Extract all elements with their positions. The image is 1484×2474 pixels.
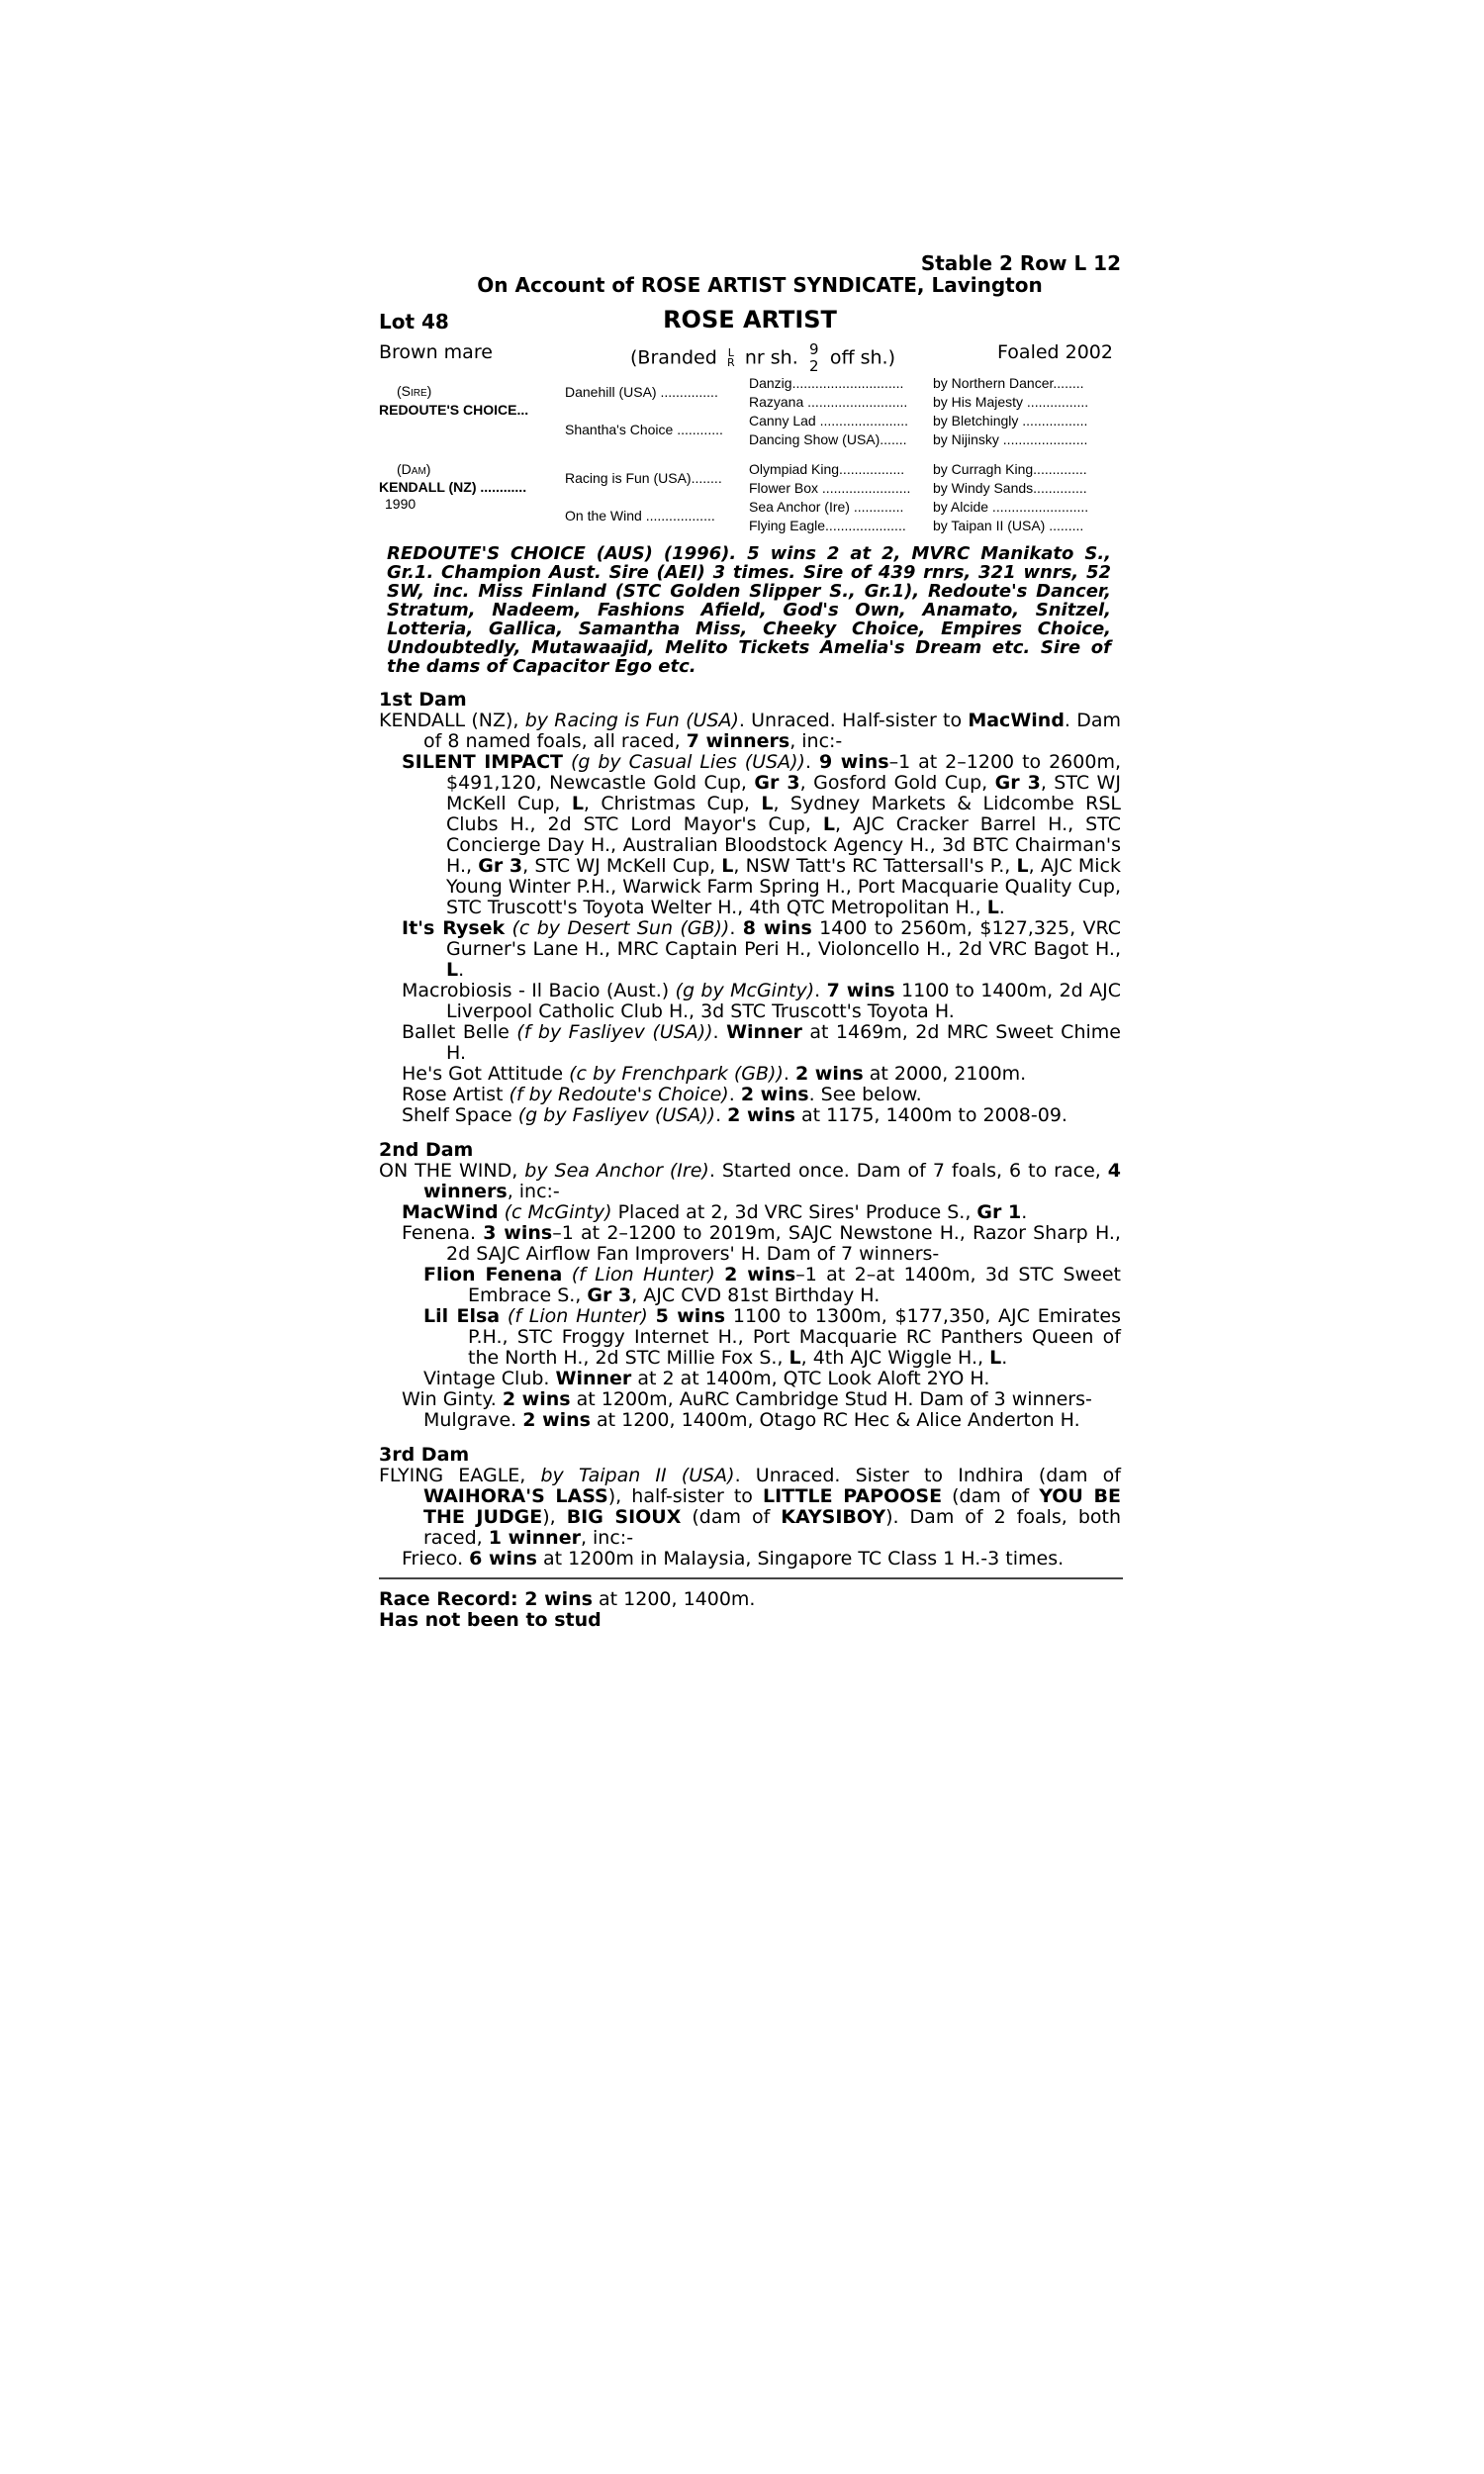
- second-dam-name: ON THE WIND,: [379, 1160, 525, 1182]
- relative-name: BIG SIOUX: [566, 1506, 682, 1528]
- wins-count: 6 wins: [469, 1548, 537, 1570]
- brand-off-side: off sh.): [829, 346, 895, 369]
- progeny-pedigree: (f Lion Hunter): [500, 1305, 648, 1327]
- text-run: .: [814, 980, 827, 1001]
- text-run: , Sydney Markets & Lidcombe RSL Clubs H., 2d STC Lord Mayor's Cup,: [446, 793, 1121, 835]
- pedigree-g4-6: by Windy Sands..............: [933, 480, 1087, 496]
- race-grade: L: [788, 1347, 801, 1369]
- text-run: . Unraced. Half-sister to: [738, 710, 969, 731]
- dam-name-text: KENDALL (NZ): [379, 479, 477, 495]
- pedigree-g4-2-text: by His Majesty: [933, 394, 1024, 410]
- pedigree-g4-5-text: by Curragh King: [933, 461, 1034, 477]
- progeny-flion-fenena: [379, 1265, 1121, 1306]
- second-dam-sire: by Sea Anchor (Ire): [524, 1160, 709, 1182]
- progeny-name: Rose Artist: [402, 1084, 504, 1105]
- pedigree-g3-4: Dancing Show (USA).......: [749, 431, 907, 447]
- wins-count: 2 wins: [794, 1063, 864, 1085]
- pedigree-g3-7: Sea Anchor (Ire) .............: [749, 499, 904, 515]
- first-dam-name: KENDALL (NZ),: [379, 710, 525, 731]
- first-dam-heading: 1st Dam: [379, 689, 467, 711]
- text-run: .: [1021, 1201, 1028, 1223]
- wins-count: 2 wins: [727, 1104, 795, 1126]
- text-run: .: [458, 959, 465, 981]
- vendor-account: On Account of ROSE ARTIST SYNDICATE, Lavington: [477, 273, 1043, 297]
- text-run: [648, 1305, 656, 1327]
- text-run: 1100 to 1300m, $177,350, AJC Emirates P.H., STC Froggy Internet H., Port Macquarie RC Panthers Queen of the North H., 2d STC Millie Fox S.,: [468, 1305, 1121, 1369]
- race-grade: Gr 3: [754, 772, 800, 794]
- pedigree-g4-4: by Nijinsky ......................: [933, 431, 1088, 447]
- pedigree-g4-4-text: by Nijinsky: [933, 431, 999, 447]
- pedigree-g3-5: Olympiad King.................: [749, 461, 905, 477]
- progeny-pedigree: (f by Fasliyev (USA)): [509, 1021, 713, 1043]
- pedigree-g4-6-text: by Windy Sands: [933, 480, 1034, 496]
- progeny-name: Win Ginty.: [402, 1388, 503, 1410]
- progeny-name: Ballet Belle: [402, 1021, 510, 1043]
- sire-name: REDOUTE'S CHOICE...: [379, 402, 529, 418]
- lot-line: [379, 306, 1121, 335]
- sire-summary: REDOUTE'S CHOICE (AUS) (1996). 5 wins 2 at 2, MVRC Manikato S., Gr.1. Champion Aust. Sire (AEI) 3 times. Sire of 439 rnrs, 321 wnrs, 52 SW, inc. Miss Finland (STC Golden Slipper S., Gr.1), Redoute's Dancer, Stratum, Nadeem, Fashions Afield, God's Own, Anamato, Snitzel, Lotteria, Gallica, Samantha Miss, Cheeky Choice, Empires Choice, Undoubtedly, Mutawaajid, Melito Tickets Amelia's Dream etc. Sire of the dams of Capacitor Ego etc.: [387, 543, 1111, 677]
- brand-mark-off: [806, 341, 822, 375]
- text-run: .: [729, 917, 743, 939]
- race-grade: L: [1016, 855, 1029, 877]
- text-run: . See below.: [808, 1084, 922, 1105]
- text-run: , STC WJ McKell Cup,: [446, 772, 1121, 814]
- text-run: , inc:-: [580, 1527, 634, 1549]
- pedigree-g4-8: by Taipan II (USA) .........: [933, 518, 1084, 533]
- pedigree-g4-3-text: by Bletchingly: [933, 413, 1019, 428]
- text-run: , AJC Mick Young Winter P.H., Warwick Farm Spring H., Port Macquarie Quality Cup, STC Truscott's Toyota Welter H., 4th QTC Metropolitan H.,: [446, 855, 1122, 918]
- third-dam-intro: [379, 1466, 1121, 1549]
- second-dam-heading: 2nd Dam: [379, 1139, 474, 1161]
- winners-count: 7 winners: [686, 730, 790, 752]
- wins-count: 2 wins: [502, 1388, 571, 1410]
- wins-count: Winner: [555, 1368, 632, 1389]
- relative-name: WAIHORA'S LASS: [423, 1485, 608, 1507]
- progeny-pedigree: (f Lion Hunter): [562, 1264, 715, 1285]
- pedigree-dam-sire-text: Racing is Fun (USA): [565, 470, 692, 486]
- race-grade: Gr 3: [587, 1285, 632, 1306]
- pedigree-table: [379, 375, 1121, 538]
- progeny-macwind: [379, 1202, 1121, 1223]
- text-run: ),: [542, 1506, 567, 1528]
- wins-count: 9 wins: [818, 751, 889, 773]
- progeny-name: Mulgrave.: [423, 1409, 523, 1431]
- pedigree-g3-2-text: Razyana: [749, 394, 804, 410]
- race-grade: L: [822, 813, 835, 835]
- wins-count: 8 wins: [742, 917, 812, 939]
- progeny-pedigree: (g by Fasliyev (USA)): [511, 1104, 716, 1126]
- progeny-name: Flion Fenena: [423, 1264, 563, 1285]
- text-run: 1400 to 2560m, $127,325, VRC Gurner's Lane H., MRC Captain Peri H., Violoncello H., 2d VRC Bagot H.,: [446, 917, 1121, 960]
- text-run: .: [804, 751, 819, 773]
- relative-name: KAYSIBOY: [781, 1506, 886, 1528]
- brand-mark-near: [723, 348, 739, 368]
- pedigree-g3-6: Flower Box .......................: [749, 480, 911, 496]
- text-run: .: [783, 1063, 795, 1085]
- text-run: , inc:-: [789, 730, 843, 752]
- text-run: , NSW Tatt's RC Tattersall's P.,: [733, 855, 1017, 877]
- progeny-frieco: [379, 1549, 1121, 1570]
- horse-description: Brown mare: [379, 341, 493, 363]
- progeny-hes-got-attitude: [379, 1064, 1121, 1085]
- text-run: (dam of: [681, 1506, 782, 1528]
- pedigree-g3-4-text: Dancing Show (USA): [749, 431, 881, 447]
- foaled-year: Foaled 2002: [997, 341, 1113, 363]
- progeny-silent-impact: [379, 752, 1121, 918]
- progeny-name: Lil Elsa: [423, 1305, 501, 1327]
- text-run: . Dam of 8 named foals, all raced,: [423, 710, 1121, 752]
- lot-number: Lot 48: [379, 310, 449, 333]
- text-run: –1 at 2–1200 to 2019m, SAJC Newstone H., Razor Sharp H., 2d SAJC Airflow Fan Improvers' H. Dam of 7 winners-: [446, 1222, 1121, 1265]
- horse-name: ROSE ARTIST: [663, 306, 837, 333]
- race-record-label: Race Record: 2 wins: [379, 1588, 593, 1610]
- text-run: at 1200, 1400m, Otago RC Hec & Alice Anderton H.: [591, 1409, 1080, 1431]
- pedigree-g3-1: Danzig.............................: [749, 375, 904, 391]
- stable-location: Stable 2 Row L 12: [920, 251, 1121, 275]
- race-grade: Gr 3: [994, 772, 1041, 794]
- brand-near-top: L: [727, 346, 734, 359]
- pedigree-g4-1-text: by Northern Dancer: [933, 375, 1054, 391]
- second-dam-intro: [379, 1161, 1121, 1202]
- wins-count: 2 wins: [724, 1264, 796, 1285]
- pedigree-dam-dam: On the Wind ..................: [565, 508, 715, 523]
- progeny-pedigree: (c by Frenchpark (GB)): [563, 1063, 784, 1085]
- progeny-mulgrave: [379, 1410, 1121, 1431]
- race-grade: L: [721, 855, 734, 877]
- race-grade: L: [986, 897, 999, 918]
- progeny-name: Vintage Club.: [423, 1368, 556, 1389]
- text-run: , Gosford Gold Cup,: [799, 772, 995, 794]
- pedigree-g3-3-text: Canny Lad: [749, 413, 816, 428]
- third-dam-name: FLYING EAGLE,: [379, 1465, 541, 1486]
- progeny-pedigree: (g by Casual Lies (USA)): [563, 751, 805, 773]
- text-run: (dam of: [942, 1485, 1040, 1507]
- pedigree-sire-dam: Shantha's Choice ............: [565, 422, 723, 437]
- dam-name: KENDALL (NZ) ............: [379, 479, 527, 495]
- wins-count: Winner: [726, 1021, 802, 1043]
- third-dam-sire: by Taipan II (USA): [540, 1465, 735, 1486]
- text-run: .: [1001, 1347, 1008, 1369]
- pedigree-g3-5-text: Olympiad King: [749, 461, 840, 477]
- race-grade: L: [446, 959, 459, 981]
- pedigree-g3-3: Canny Lad .......................: [749, 413, 909, 428]
- section-divider: [379, 1577, 1123, 1579]
- progeny-pedigree: (c by Desert Sun (GB)): [505, 917, 730, 939]
- race-record: [379, 1589, 1121, 1610]
- brand-prefix: (Branded: [630, 346, 717, 369]
- brand-off-top: 9: [809, 340, 819, 358]
- text-run: .: [712, 1021, 727, 1043]
- pedigree-g4-7-text: by Alcide: [933, 499, 989, 515]
- text-run: at 1175, 1400m to 2008-09.: [794, 1104, 1067, 1126]
- dam-label: (Dam): [397, 461, 431, 477]
- pedigree-dam-sire: Racing is Fun (USA)........: [565, 470, 722, 486]
- progeny-lil-elsa: [379, 1306, 1121, 1369]
- pedigree-g3-8: Flying Eagle.....................: [749, 518, 906, 533]
- race-record-detail: at 1200, 1400m.: [592, 1588, 756, 1610]
- race-grade: L: [571, 793, 584, 814]
- sire-name-text: REDOUTE'S CHOICE: [379, 402, 517, 418]
- text-run: at 1200m in Malaysia, Singapore TC Class 1 H.-3 times.: [536, 1548, 1065, 1570]
- pedigree-g4-3: by Bletchingly .................: [933, 413, 1088, 428]
- progeny-name: It's Rysek: [402, 917, 506, 939]
- pedigree-sire-dam-text: Shantha's Choice: [565, 422, 674, 437]
- half-sibling-name: MacWind: [968, 710, 1065, 731]
- progeny-pedigree: (c McGinty): [498, 1201, 612, 1223]
- brand-off-bottom: 2: [809, 357, 819, 375]
- pedigree-dam-dam-text: On the Wind: [565, 508, 642, 523]
- wins-count: 5 wins: [655, 1305, 726, 1327]
- text-run: [715, 1264, 724, 1285]
- relative-name: LITTLE PAPOOSE: [763, 1485, 943, 1507]
- text-run: , 4th AJC Wiggle H.,: [800, 1347, 990, 1369]
- text-run: , STC WJ McKell Cup,: [522, 855, 722, 877]
- progeny-its-rysek: [379, 918, 1121, 981]
- race-grade: Gr 1: [976, 1201, 1022, 1223]
- pedigree-g3-7-text: Sea Anchor (Ire): [749, 499, 850, 515]
- winners-count: 4 winners: [423, 1160, 1122, 1202]
- pedigree-g4-1: by Northern Dancer........: [933, 375, 1084, 391]
- pedigree-g4-2: by His Majesty ................: [933, 394, 1089, 410]
- catalogue-page: [379, 252, 1121, 1631]
- winners-count: 1 winner: [488, 1527, 581, 1549]
- progeny-name: Macrobiosis - Il Bacio (Aust.): [402, 980, 670, 1001]
- text-run: .: [715, 1104, 728, 1126]
- pedigree-g3-6-text: Flower Box: [749, 480, 819, 496]
- brand-near-bottom: R: [726, 356, 735, 369]
- progeny-ballet-belle: [379, 1022, 1121, 1064]
- race-grade: L: [989, 1347, 1002, 1369]
- text-run: , inc:-: [507, 1181, 560, 1202]
- progeny-pedigree: (g by McGinty): [669, 980, 815, 1001]
- stud-status: Has not been to stud: [379, 1609, 602, 1631]
- progeny-name: Fenena.: [402, 1222, 484, 1244]
- text-run: at 1200m, AuRC Cambridge Stud H. Dam of 3 winners-: [570, 1388, 1092, 1410]
- text-run: , AJC Cracker Barrel H., STC Concierge Day H., Australian Bloodstock Agency H., 3d BTC Chairman's H.,: [446, 813, 1121, 877]
- text-run: –1 at 2–1200 to 2600m, $491,120, Newcastle Gold Cup,: [446, 751, 1121, 794]
- pedigree-g3-2: Razyana ..........................: [749, 394, 908, 410]
- progeny-rose-artist: [379, 1085, 1121, 1105]
- text-run: . Unraced. Sister to Indhira (dam of: [734, 1465, 1121, 1486]
- text-run: ), half-sister to: [607, 1485, 763, 1507]
- progeny-name: MacWind: [402, 1201, 499, 1223]
- progeny-name: Frieco.: [402, 1548, 470, 1570]
- progeny-fenena: [379, 1223, 1121, 1265]
- progeny-name: Shelf Space: [402, 1104, 512, 1126]
- pedigree-g3-8-text: Flying Eagle: [749, 518, 826, 533]
- race-grade: Gr 3: [478, 855, 523, 877]
- text-run: , AJC CVD 81st Birthday H.: [631, 1285, 881, 1306]
- text-run: 1100 to 1400m, 2d AJC Liverpool Catholic Club H., 3d STC Truscott's Toyota H.: [446, 980, 1121, 1022]
- text-run: .: [728, 1084, 741, 1105]
- progeny-vintage-club: [379, 1369, 1121, 1389]
- text-run: , Christmas Cup,: [583, 793, 762, 814]
- progeny-win-ginty: [379, 1389, 1121, 1410]
- progeny-name: SILENT IMPACT: [402, 751, 563, 773]
- pedigree-sire-sire: Danehill (USA) ...............: [565, 384, 718, 400]
- description-line: [379, 335, 1121, 375]
- wins-count: 3 wins: [483, 1222, 553, 1244]
- wins-count: 7 wins: [826, 980, 895, 1001]
- pedigree-g4-8-text: by Taipan II (USA): [933, 518, 1046, 533]
- text-run: Placed at 2, 3d VRC Sires' Produce S.,: [611, 1201, 977, 1223]
- first-dam-intro: [379, 711, 1121, 752]
- relative-name: YOU BE THE JUDGE: [423, 1485, 1121, 1528]
- pedigree-g4-5: by Curragh King..............: [933, 461, 1087, 477]
- race-grade: L: [761, 793, 774, 814]
- progeny-macrobiosis: [379, 981, 1121, 1022]
- wins-count: 2 wins: [522, 1409, 591, 1431]
- pedigree-sire-sire-text: Danehill (USA): [565, 384, 657, 400]
- text-run: at 2 at 1400m, QTC Look Aloft 2YO H.: [631, 1368, 990, 1389]
- text-run: . Started once. Dam of 7 foals, 6 to race,: [708, 1160, 1108, 1182]
- progeny-shelf-space: [379, 1105, 1121, 1126]
- text-run: .: [998, 897, 1005, 918]
- progeny-pedigree: (f by Redoute's Choice): [503, 1084, 729, 1105]
- wins-count: 2 wins: [740, 1084, 809, 1105]
- first-dam-sire: by Racing is Fun (USA): [524, 710, 739, 731]
- pedigree-g4-7: by Alcide .........................: [933, 499, 1089, 515]
- sire-label: (Sire): [397, 383, 432, 399]
- text-run: at 2000, 2100m.: [863, 1063, 1027, 1085]
- progeny-name: He's Got Attitude: [402, 1063, 564, 1085]
- brand-near-side: nr sh.: [744, 346, 798, 369]
- text-run: ). Dam of 2 foals, both raced,: [423, 1506, 1121, 1549]
- third-dam-heading: 3rd Dam: [379, 1444, 470, 1466]
- dam-foaled-year: 1990: [385, 496, 417, 512]
- pedigree-g3-1-text: Danzig: [749, 375, 792, 391]
- text-run: –1 at 2–at 1400m, 3d STC Sweet Embrace S.,: [468, 1264, 1121, 1306]
- text-run: at 1469m, 2d MRC Sweet Chime H.: [446, 1021, 1121, 1064]
- brand-info: [630, 341, 895, 375]
